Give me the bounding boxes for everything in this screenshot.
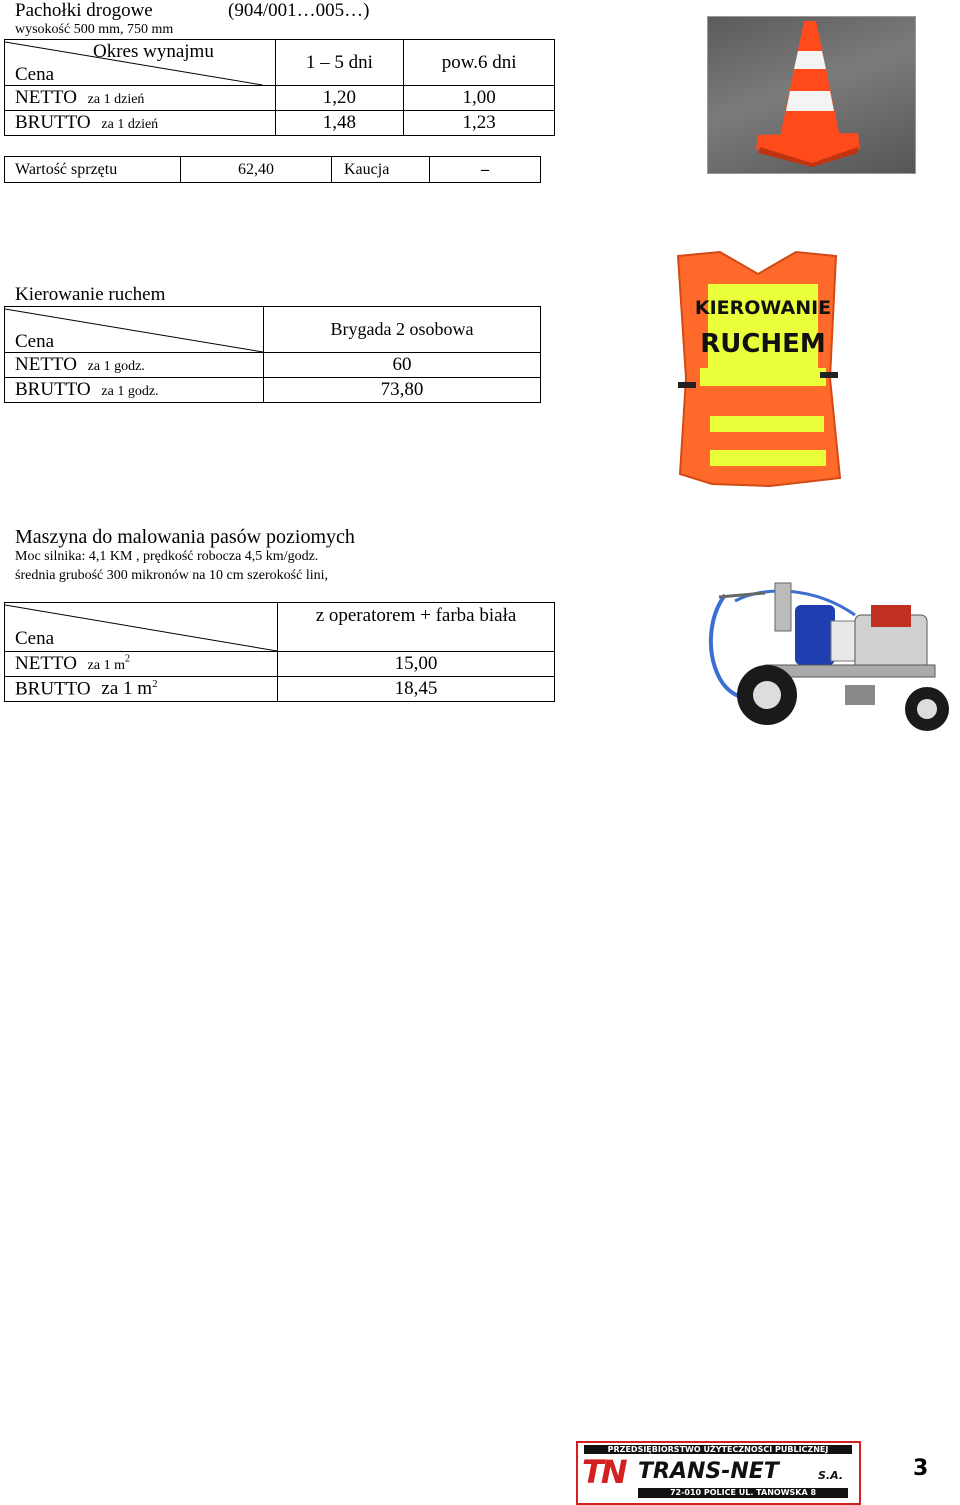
row-unit: za 1 godz.: [101, 384, 159, 399]
table-header-diagonal: [5, 603, 278, 652]
table-row: [5, 157, 541, 183]
table-row: [5, 86, 555, 111]
deposit-amount: –: [430, 157, 541, 183]
cell-value: 60: [264, 353, 541, 378]
col-header: z operatorem + farba biała: [278, 603, 555, 652]
machine-spec-line2: średnia grubość 300 mikronów na 10 cm szerokość lini,: [15, 568, 328, 583]
traffic-cone-photo: [707, 16, 916, 174]
vest-text-line1: KIEROWANIE: [694, 297, 832, 319]
company-logo: [576, 1441, 861, 1505]
cones-subtitle: wysokość 500 mm, 750 mm: [15, 22, 174, 37]
logo-company-suffix: S.A.: [818, 1469, 843, 1482]
cones-code: (904/001…005…): [228, 0, 370, 21]
table-row: [5, 652, 555, 677]
machine-title: Maszyna do malowania pasów poziomych: [15, 526, 355, 548]
table-row: [5, 677, 555, 702]
traffic-control-title: Kierowanie ruchem: [15, 284, 166, 305]
row-unit: za 1 dzień: [87, 92, 145, 107]
cell-value: 18,45: [278, 677, 555, 702]
table-header-diagonal: [5, 40, 276, 86]
row-label: BRUTTO: [15, 379, 91, 400]
col-header: Brygada 2 osobowa: [264, 307, 541, 353]
value-label: Wartość sprzętu: [5, 157, 181, 183]
row-unit: za 1 m: [87, 658, 125, 673]
equipment-value-table: [4, 156, 541, 183]
row-unit: za 1 m: [101, 678, 153, 700]
cell-value: 1,23: [404, 111, 555, 136]
row-unit: za 1 godz.: [87, 359, 145, 374]
logo-company-name: TRANS-NET: [638, 1459, 779, 1484]
deposit-label: Kaucja: [332, 157, 430, 183]
cell-value: 15,00: [278, 652, 555, 677]
table-row: [5, 378, 541, 403]
cones-title: Pachołki drogowe: [15, 0, 153, 21]
table-row: [5, 353, 541, 378]
col-header: 1 – 5 dni: [275, 40, 404, 86]
row-label: NETTO: [15, 87, 77, 108]
row-label: BRUTTO: [15, 112, 91, 133]
header-price: Cena: [15, 628, 55, 649]
row-label: NETTO: [15, 354, 77, 375]
header-price: Cena: [15, 64, 55, 85]
safety-vest-photo: [672, 248, 844, 488]
unit-superscript: 2: [152, 677, 158, 690]
logo-mark: TN: [582, 1453, 625, 1491]
cell-value: 1,00: [404, 86, 555, 111]
logo-top-band: PRZEDSIĘBIORSTWO UŻYTECZNOŚCI PUBLICZNEJ: [584, 1445, 852, 1454]
logo-address-band: 72-010 POLICE UL. TANOWSKA 8: [638, 1488, 848, 1498]
header-price: Cena: [15, 331, 55, 352]
cell-value: 73,80: [264, 378, 541, 403]
line-striper-photo: [705, 575, 959, 740]
table-header-diagonal: [5, 307, 264, 353]
table-row: [5, 111, 555, 136]
row-unit: za 1 dzień: [101, 117, 159, 132]
page-number: 3: [913, 1456, 929, 1481]
machine-price-table: [4, 602, 555, 702]
unit-superscript: 2: [125, 653, 130, 665]
machine-spec-line1: Moc silnika: 4,1 KM , prędkość robocza 4,5 km/godz.: [15, 549, 319, 564]
row-label: NETTO: [15, 653, 77, 674]
vest-text-line2: RUCHEM: [700, 329, 826, 359]
traffic-control-price-table: [4, 306, 541, 403]
row-label: BRUTTO: [15, 678, 91, 700]
header-period: Okres wynajmu: [93, 41, 214, 62]
cell-value: 1,48: [275, 111, 404, 136]
value-amount: 62,40: [181, 157, 332, 183]
cones-price-table: [4, 39, 555, 136]
col-header: pow.6 dni: [404, 40, 555, 86]
cell-value: 1,20: [275, 86, 404, 111]
